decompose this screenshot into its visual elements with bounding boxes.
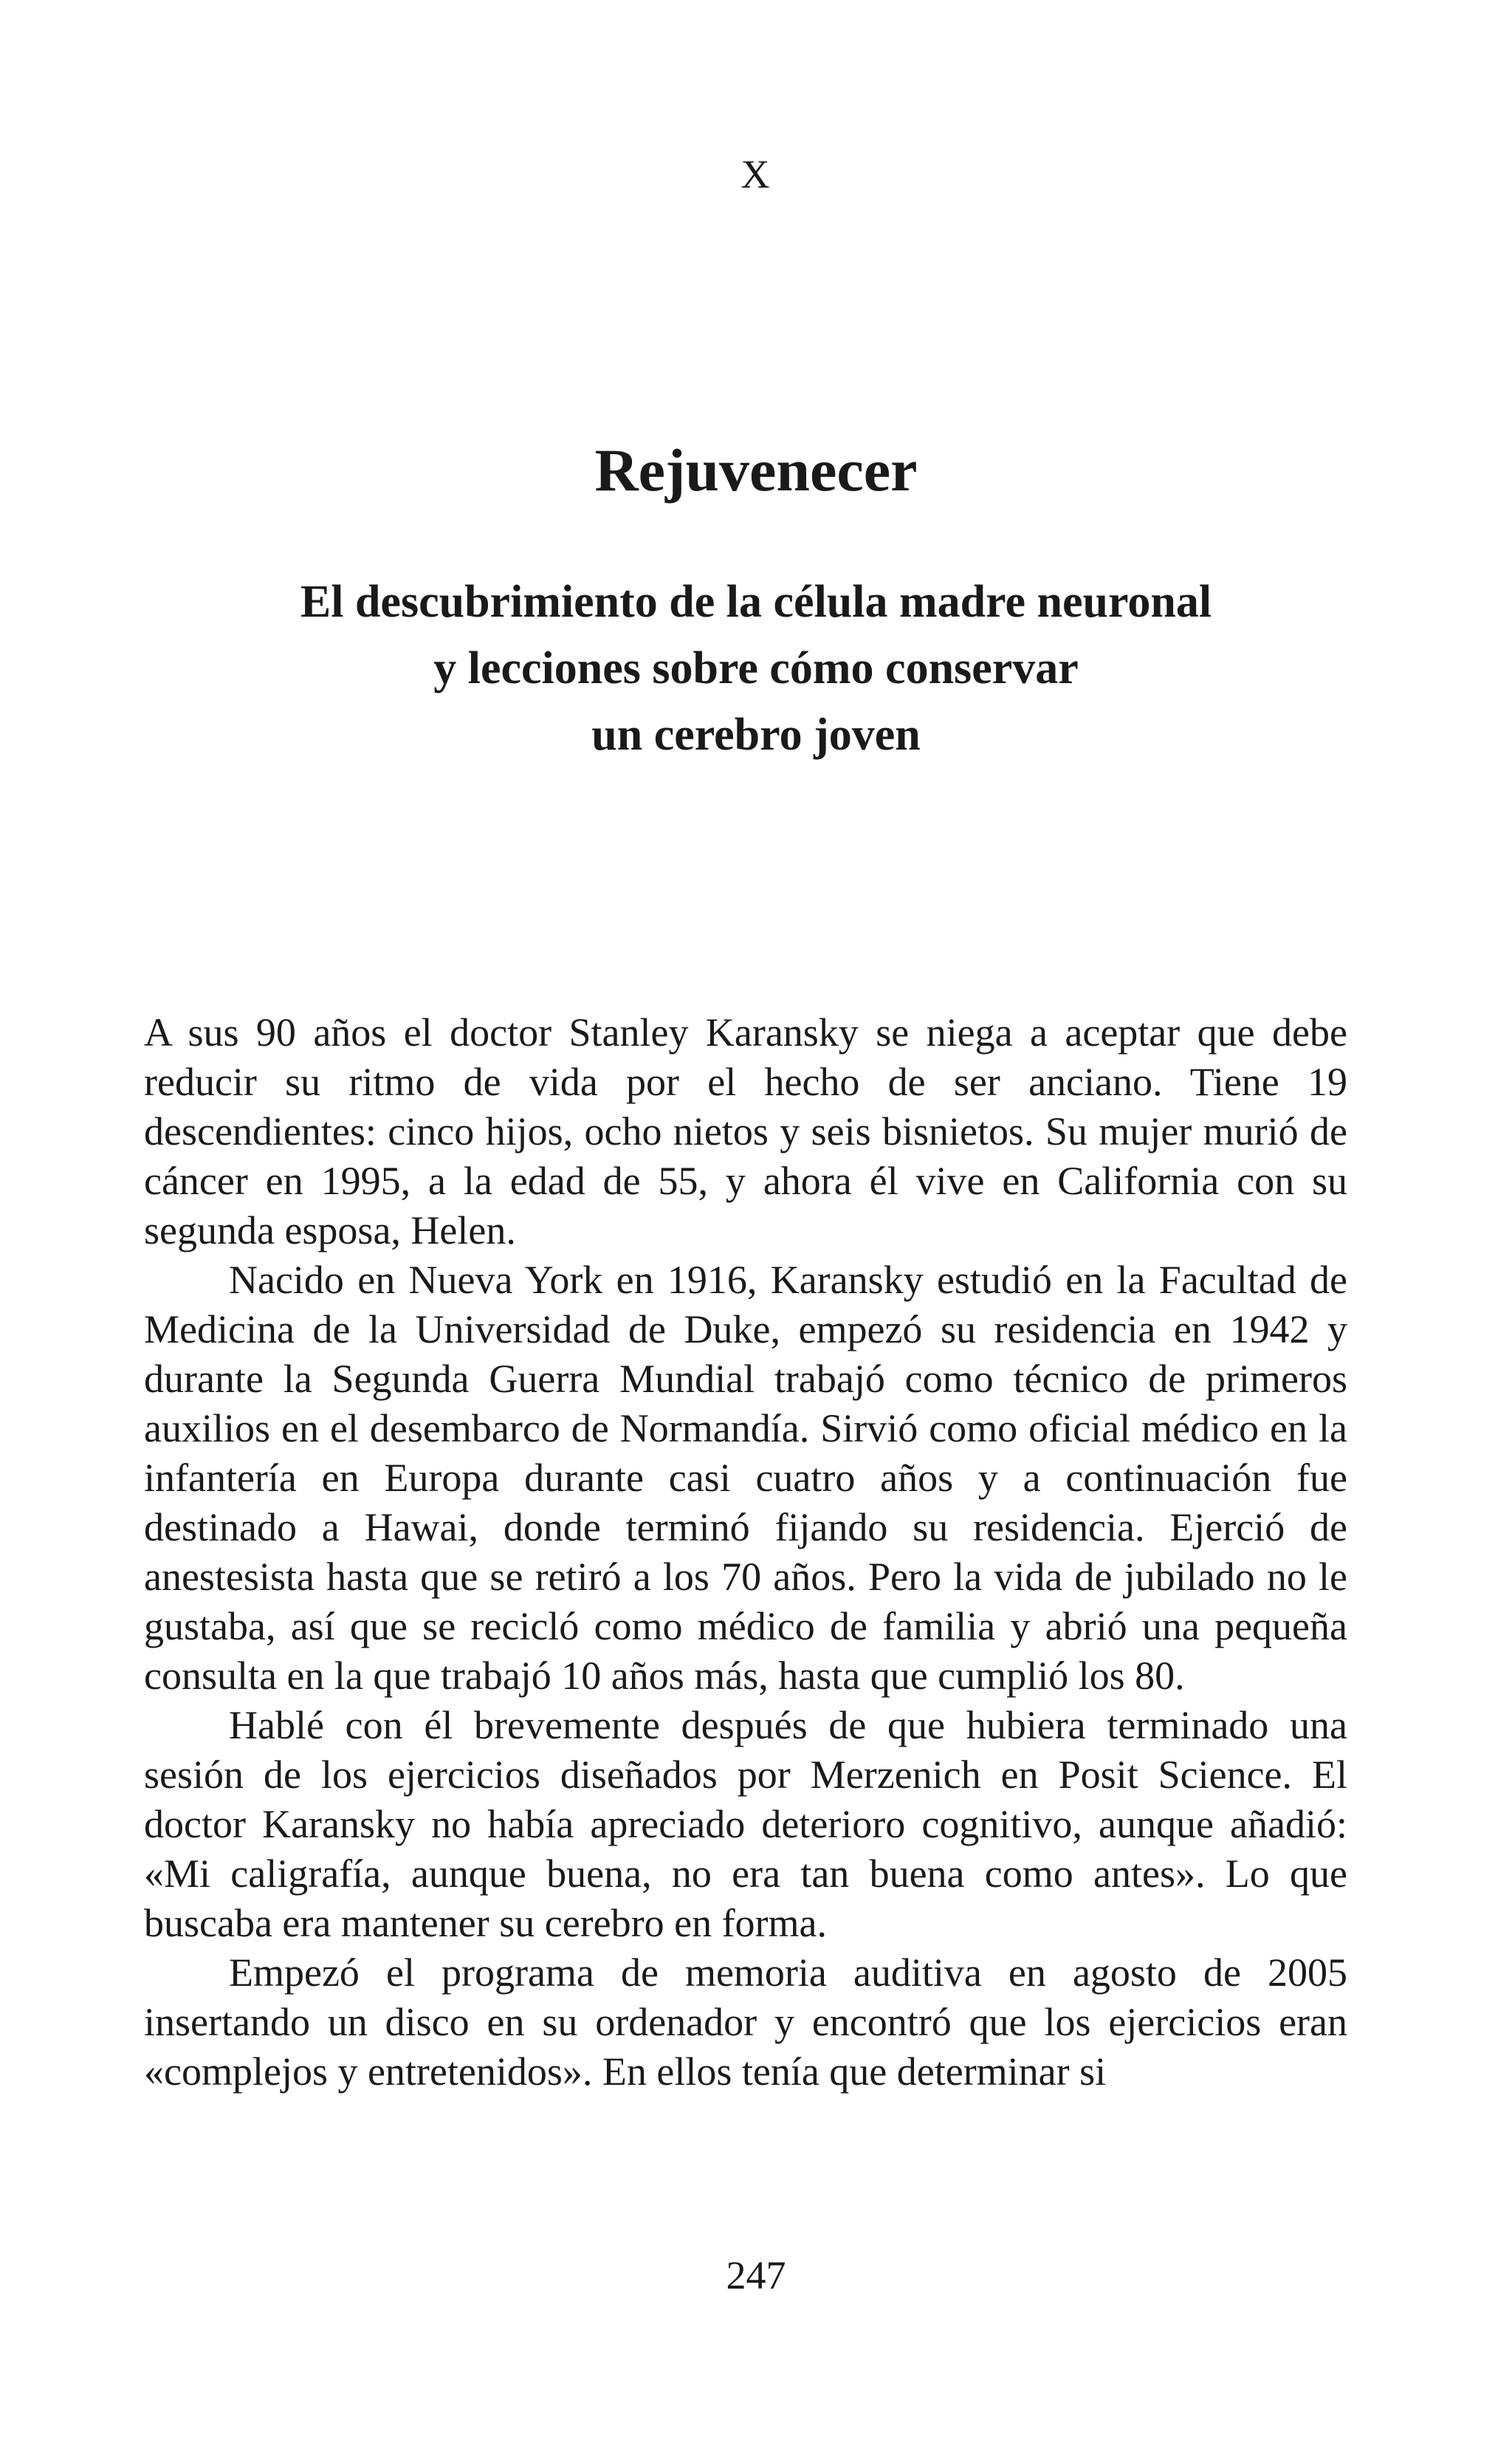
paragraph: A sus 90 años el doctor Stanley Karansky se niega a aceptar que debe reducir su ritmo de vida por el hecho de ser anciano. Tiene 19 descendientes: cinco hijos, ocho nietos y seis bisnietos. Su mujer murió de cáncer en 1995, a la edad de 55, y ahora él vive en California con su segunda esposa, Helen. (144, 1010, 1347, 1253)
paragraph: Empezó el programa de memoria auditiva en agosto de 2005 insertando un disco en su ordenador y encontró que los ejercicios eran «complejos y entretenidos». En ellos tenía que determinar si (144, 1950, 1347, 2094)
chapter-subtitle (0, 569, 1512, 768)
body-text (144, 1008, 1347, 2097)
subtitle-line: y lecciones sobre cómo conservar (433, 643, 1079, 693)
chapter-number: X (740, 152, 772, 196)
subtitle-line: El descubrimiento de la célula madre neuronal (300, 577, 1212, 627)
subtitle-line: un cerebro joven (591, 710, 921, 760)
paragraph: Nacido en Nueva York en 1916, Karansky estudió en la Facultad de Medicina de la Universidad de Duke, empezó su residencia en 1942 y durante la Segunda Guerra Mundial trabajó como técnico de primeros auxilios en el desembarco de Normandía. Sirvió como oficial médico en la infantería en Europa durante casi cuatro años y a continuación fue destinado a Hawai, donde terminó fijando su residencia. Ejerció de anestesista hasta que se retiró a los 70 años. Pero la vida de jubilado no le gustaba, así que se recicló como médico de familia y abrió una pequeña consulta en la que trabajó 10 años más, hasta que cumplió los 80. (144, 1258, 1347, 1698)
page-number: 247 (726, 2253, 786, 2297)
chapter-title: Rejuvenecer (594, 436, 918, 504)
paragraph: Hablé con él brevemente después de que hubiera terminado una sesión de los ejercicios diseñados por Merzenich en Posit Science. El doctor Karansky no había apreciado deterioro cognitivo, aunque añadió: «Mi caligrafía, aunque buena, no era tan buena como antes». Lo que buscaba era mantener su cerebro en forma. (144, 1703, 1347, 1945)
